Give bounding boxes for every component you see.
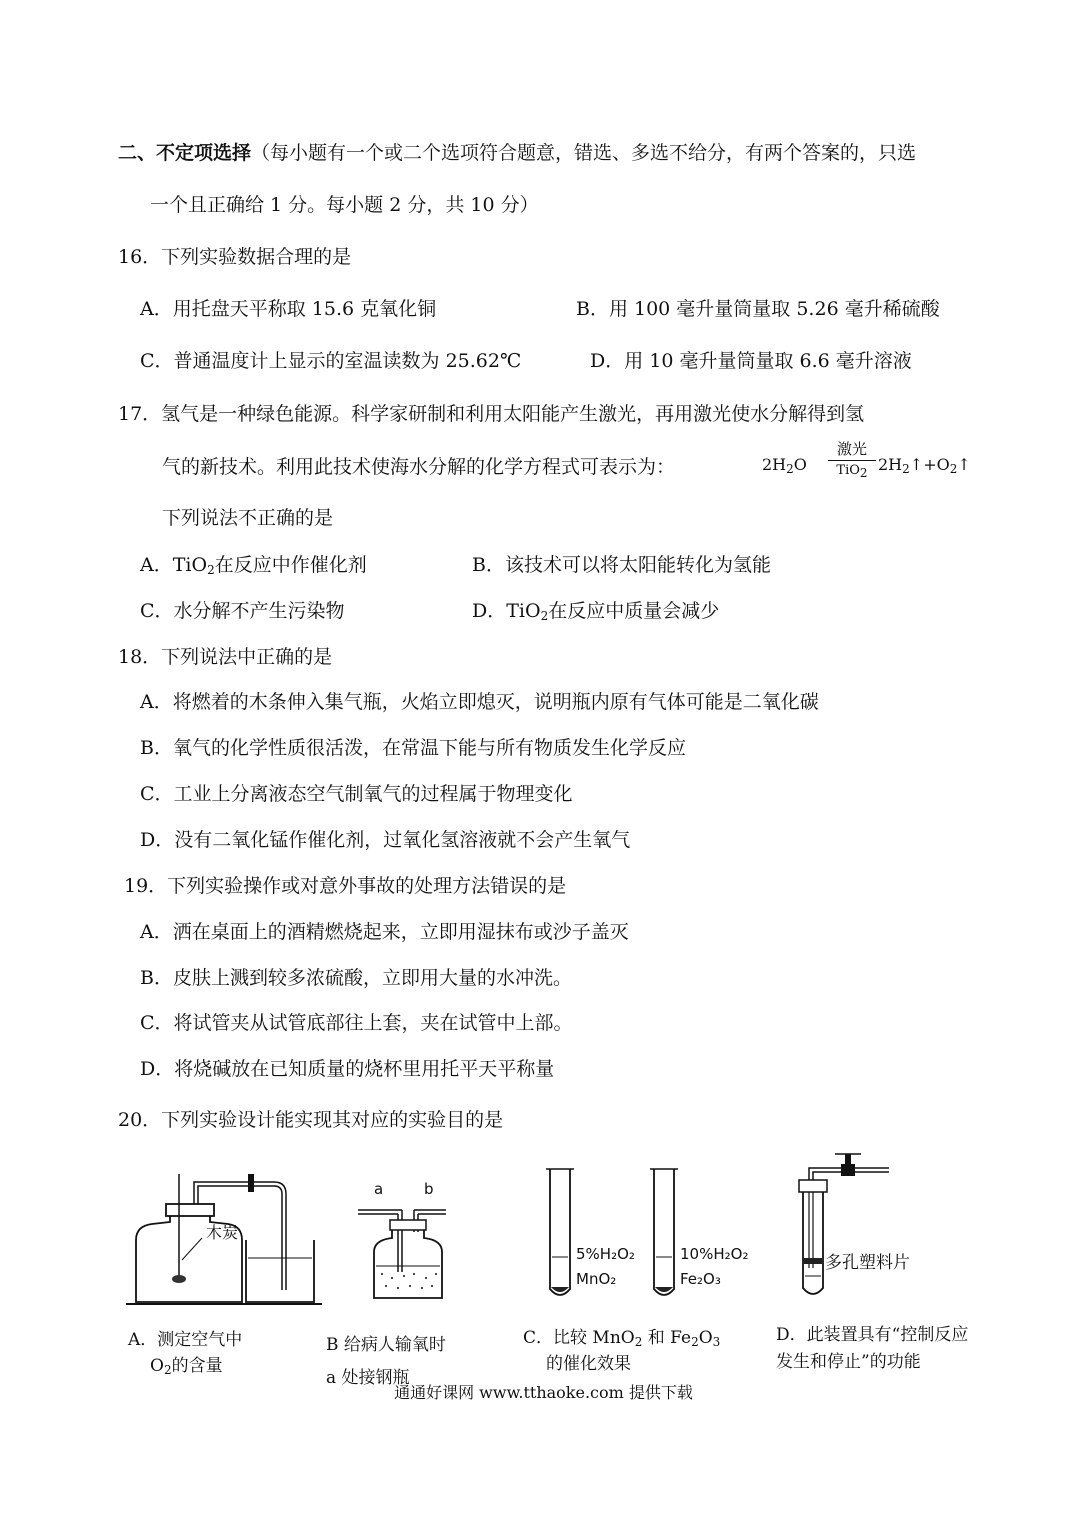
equation-lhs: $2H_2O$ — [762, 455, 807, 476]
caption-c-line2: 的催化效果 — [546, 1354, 631, 1374]
figure-c-label-1: 5%H₂O₂ — [576, 1245, 635, 1263]
figure-b-label-b: b — [424, 1180, 434, 1198]
q20-stem: 20．下列实验设计能实现其对应的实验目的是 — [118, 1109, 504, 1131]
q17-stem-2: 气的新技术。利用此技术使海水分解的化学方程式可表示为： — [162, 456, 676, 478]
q17-option-c: C．水分解不产生污染物 — [140, 600, 345, 622]
q19-stem: 19．下列实验操作或对意外事故的处理方法错误的是 — [124, 875, 567, 897]
q17-option-d: D．TiO$_2$在反应中质量会减少 — [472, 600, 720, 623]
q16-option-b: B．用 100 毫升量筒量取 5.26 毫升稀硫酸 — [576, 298, 940, 320]
q17-stem-1: 17．氢气是一种绿色能源。科学家研制和利用太阳能产生激光，再用激光使水分解得到氢 — [118, 403, 865, 425]
figure-b-label-a: a — [374, 1180, 384, 1198]
caption-b-line1: B 给病人输氧时 — [326, 1335, 446, 1355]
equation-condition-over: 激光 — [836, 440, 867, 458]
caption-d-line1: D．此装置具有“控制反应 — [776, 1325, 969, 1345]
caption-b-line2: a 处接钢瓶 — [326, 1368, 410, 1388]
q16-stem: 16．下列实验数据合理的是 — [118, 246, 352, 268]
q19-option-c: C．将试管夹从试管底部往上套，夹在试管中上部。 — [140, 1012, 573, 1034]
caption-c-line1: C．比较 MnO$_2$ 和 $Fe_2O_3$ — [523, 1328, 721, 1349]
q18-option-d: D．没有二氧化锰作催化剂，过氧化氢溶液就不会产生氧气 — [140, 829, 631, 851]
figure-a-label: 木炭 — [206, 1223, 239, 1242]
caption-d-line2: 发生和停止”的功能 — [776, 1352, 921, 1372]
page-footer: 通通好课网 www.tthaoke.com 提供下载 — [394, 1383, 693, 1402]
figure-d-label: 多孔塑料片 — [825, 1253, 910, 1273]
section-title: 二、不定项选择 — [118, 142, 252, 164]
chemical-equation — [762, 440, 1032, 490]
q16-option-c: C．普通温度计上显示的室温读数为 25.62℃ — [140, 350, 522, 372]
equation-bar — [828, 460, 876, 461]
q16-option-a: A．用托盘天平称取 15.6 克氧化铜 — [140, 298, 437, 320]
q18-option-a: A．将燃着的木条伸入集气瓶，火焰立即熄灭，说明瓶内原有气体可能是二氧化碳 — [140, 691, 819, 713]
q17-option-a: A．TiO$_2$在反应中作催化剂 — [140, 554, 367, 577]
q16-option-d: D．用 10 毫升量筒量取 6.6 毫升溶液 — [590, 350, 912, 372]
section-instructions-2: 一个且正确给 1 分。每小题 2 分，共 10 分） — [150, 194, 539, 216]
q18-option-c: C．工业上分离液态空气制氧气的过程属于物理变化 — [140, 783, 573, 805]
figure-c-label-3: 10%H₂O₂ — [680, 1245, 749, 1263]
figure-d-apparatus — [795, 1150, 955, 1305]
figure-c-apparatus — [540, 1165, 780, 1305]
figure-a-apparatus — [124, 1160, 324, 1310]
caption-a-line2: $O_2$的含量 — [150, 1356, 223, 1377]
caption-a-line1: A．测定空气中 — [128, 1330, 243, 1350]
equation-condition — [828, 440, 876, 478]
q18-option-b: B．氧气的化学性质很活泼，在常温下能与所有物质发生化学反应 — [140, 737, 686, 759]
figure-c-label-2: MnO₂ — [576, 1270, 617, 1288]
figure-b-apparatus — [352, 1180, 452, 1300]
q18-stem: 18．下列说法中正确的是 — [118, 646, 333, 668]
equation-condition-under: TiO$_2$ — [836, 463, 868, 480]
q19-option-b: B．皮肤上溅到较多浓硫酸，立即用大量的水冲洗。 — [140, 967, 572, 989]
q19-option-d: D．将烧碱放在已知质量的烧杯里用托平天平称量 — [140, 1058, 555, 1080]
figure-c-label-4: Fe₂O₃ — [680, 1270, 721, 1288]
equation-rhs: $2H_2↑+O_2↑$ — [878, 455, 971, 476]
section-header — [118, 140, 916, 166]
section-instructions-1: （每小题有一个或二个选项符合题意，错选、多选不给分，有两个答案的，只选 — [251, 142, 917, 164]
q17-option-b: B．该技术可以将太阳能转化为氢能 — [472, 554, 771, 576]
q17-stem-3: 下列说法不正确的是 — [162, 507, 334, 529]
q19-option-a: A．洒在桌面上的酒精燃烧起来，立即用湿抹布或沙子盖灭 — [140, 921, 629, 943]
